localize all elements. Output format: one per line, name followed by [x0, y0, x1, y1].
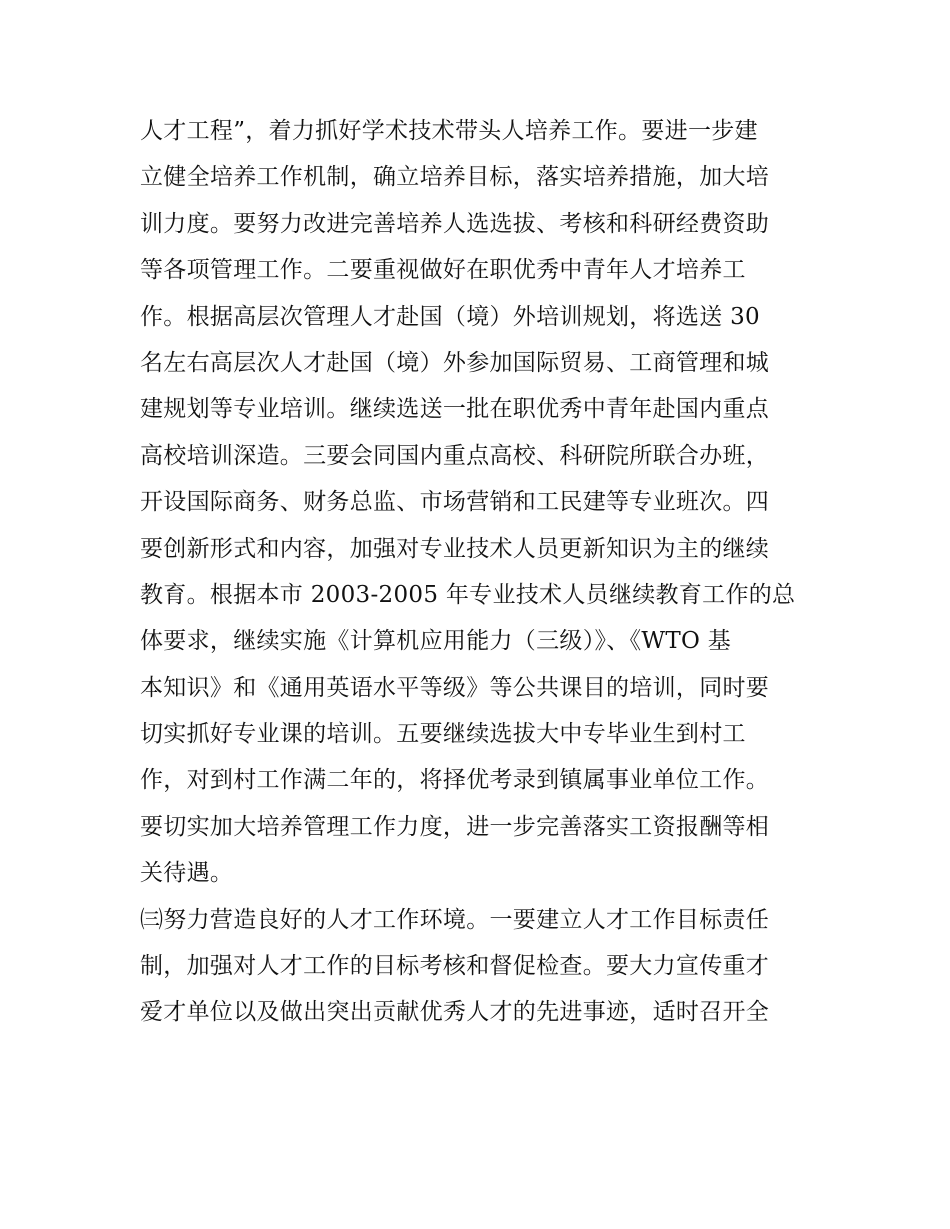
text-line: 要创新形式和内容，加强对专业技术人员更新知识为主的继续 — [140, 535, 770, 562]
text-line: 教育。根据本市 2003-2005 年专业技术人员继续教育工作的总 — [140, 581, 796, 608]
text-line: 要切实加大培养管理工作力度，进一步完善落实工资报酬等相 — [140, 813, 770, 840]
body-text — [140, 108, 830, 1036]
text-line: 建规划等专业培训。继续选送一批在职优秀中青年赴国内重点 — [140, 396, 770, 423]
text-line: 等各项管理工作。二要重视做好在职优秀中青年人才培养工 — [140, 257, 746, 284]
text-line: 本知识》和《通用英语水平等级》等公共课目的培训，同时要 — [140, 674, 770, 701]
text-line: 关待遇。 — [140, 860, 234, 887]
text-line: 名左右高层次人才赴国（境）外参加国际贸易、工商管理和城 — [140, 349, 770, 376]
text-line: 制，加强对人才工作的目标考核和督促检查。要大力宣传重才 — [140, 953, 770, 980]
text-line: 体要求，继续实施《计算机应用能力（三级）》、《WTO 基 — [140, 628, 732, 655]
text-line: 作。根据高层次管理人才赴国（境）外培训规划，将选送 30 — [140, 303, 760, 330]
text-line: 爱才单位以及做出突出贡献优秀人才的先进事迹，适时召开全 — [140, 999, 770, 1026]
text-line: 作，对到村工作满二年的，将择优考录到镇属事业单位工作。 — [140, 767, 770, 794]
text-line: 训力度。要努力改进完善培养人选选拔、考核和科研经费资助 — [140, 210, 770, 237]
text-line: ㈢努力营造良好的人才工作环境。一要建立人才工作目标责任 — [140, 906, 770, 933]
text-line: 人才工程”，着力抓好学术技术带头人培养工作。要进一步建 — [140, 118, 758, 144]
text-line: 高校培训深造。三要会同国内重点高校、科研院所联合办班， — [140, 442, 770, 469]
text-line: 切实抓好专业课的培训。五要继续选拔大中专毕业生到村工 — [140, 721, 746, 748]
text-line: 立健全培养工作机制，确立培养目标，落实培养措施，加大培 — [140, 164, 770, 191]
text-line: 开设国际商务、财务总监、市场营销和工民建等专业班次。四 — [140, 489, 770, 516]
